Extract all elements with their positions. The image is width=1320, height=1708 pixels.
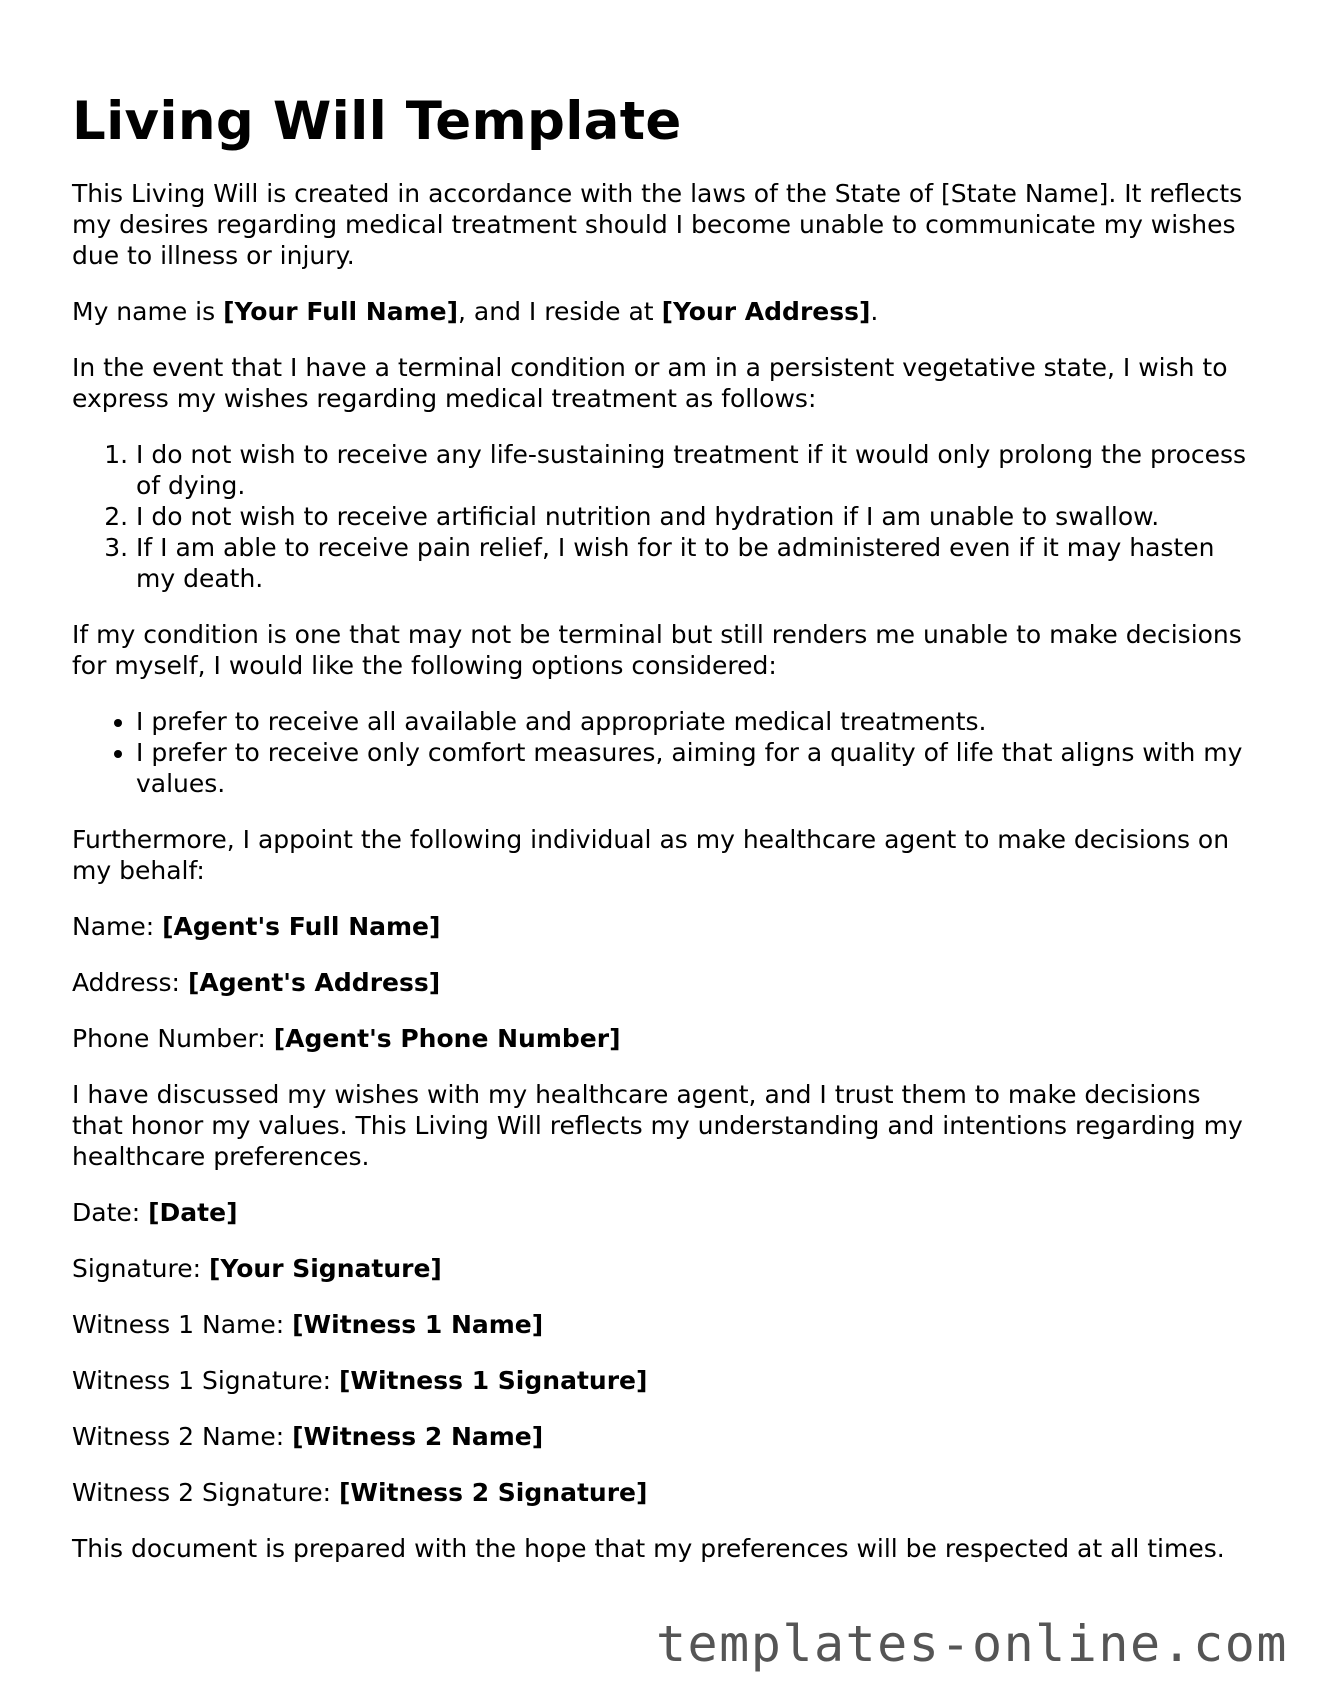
document-page [72, 78, 1252, 1589]
agent-phone-label: Phone Number: [72, 1024, 274, 1053]
terminal-wishes-list [72, 439, 1252, 594]
your-full-name-field: [Your Full Name] [223, 297, 459, 326]
witness2-signature-label: Witness 2 Signature: [72, 1478, 339, 1507]
nonterminal-option-item: • I prefer to receive all available and appropriate medical treatments. [136, 706, 1252, 737]
agent-name-line [72, 911, 1252, 942]
nonterminal-intro-paragraph: If my condition is one that may not be terminal but still renders me unable to make decisions for myself, I would like the following options considered: [72, 620, 1242, 680]
signature-field: [Your Signature] [208, 1254, 442, 1283]
identity-middle: , and I reside at [458, 297, 662, 326]
nonterminal-option-item: • I prefer to receive only comfort measures, aiming for a quality of life that aligns with my values. [136, 737, 1252, 799]
witness2-signature-field: [Witness 2 Signature] [338, 1478, 648, 1507]
identity-paragraph [72, 296, 1252, 327]
agent-address-label: Address: [72, 968, 188, 997]
nonterminal-options-list [72, 706, 1252, 799]
witness2-signature-line [72, 1477, 1252, 1508]
closing-paragraph: This document is prepared with the hope that my preferences will be respected at all times. [72, 1534, 1225, 1563]
signature-label: Signature: [72, 1254, 209, 1283]
site-watermark: templates-online.com [655, 1615, 1288, 1673]
witness2-name-line [72, 1421, 1252, 1452]
agent-phone-line [72, 1023, 1252, 1054]
discussion-paragraph: I have discussed my wishes with my healthcare agent, and I trust them to make decisions that honor my values. This Living Will reflects my understanding and intentions regarding my healthcare preferences. [72, 1080, 1243, 1171]
witness1-signature-line [72, 1365, 1252, 1396]
terminal-intro-paragraph: In the event that I have a terminal condition or am in a persistent vegetative state, I wish to express my wishes regarding medical treatment as follows: [72, 353, 1228, 413]
agent-address-line [72, 967, 1252, 998]
agent-phone-field: [Agent's Phone Number] [273, 1024, 621, 1053]
witness2-name-label: Witness 2 Name: [72, 1422, 293, 1451]
date-field: [Date] [148, 1198, 238, 1227]
agent-intro-paragraph: Furthermore, I appoint the following individual as my healthcare agent to make decisions on my behalf: [72, 825, 1230, 885]
signature-line [72, 1253, 1252, 1284]
witness1-name-field: [Witness 1 Name] [292, 1310, 544, 1339]
agent-address-field: [Agent's Address] [187, 968, 441, 997]
terminal-wish-item: 2. I do not wish to receive artificial nutrition and hydration if I am unable to swallow. [136, 501, 1252, 532]
terminal-wish-item: 3. If I am able to receive pain relief, I wish for it to be administered even if it may hasten my death. [136, 532, 1252, 594]
witness1-name-line [72, 1309, 1252, 1340]
date-label: Date: [72, 1198, 149, 1227]
identity-prefix: My name is [72, 297, 224, 326]
agent-name-field: [Agent's Full Name] [162, 912, 441, 941]
witness2-name-field: [Witness 2 Name] [292, 1422, 544, 1451]
agent-name-label: Name: [72, 912, 163, 941]
witness1-signature-field: [Witness 1 Signature] [338, 1366, 648, 1395]
witness1-signature-label: Witness 1 Signature: [72, 1366, 339, 1395]
terminal-wish-item: 1. I do not wish to receive any life-sustaining treatment if it would only prolong the process of dying. [136, 439, 1252, 501]
date-line [72, 1197, 1252, 1228]
your-address-field: [Your Address] [661, 297, 871, 326]
document-title: Living Will Template [72, 91, 682, 152]
witness1-name-label: Witness 1 Name: [72, 1310, 293, 1339]
identity-suffix: . [870, 297, 879, 326]
intro-paragraph: This Living Will is created in accordance with the laws of the State of [State Name]. It reflects my desires regarding medical treatment should I become unable to communicate my wishes due to illness or injury. [72, 179, 1243, 270]
